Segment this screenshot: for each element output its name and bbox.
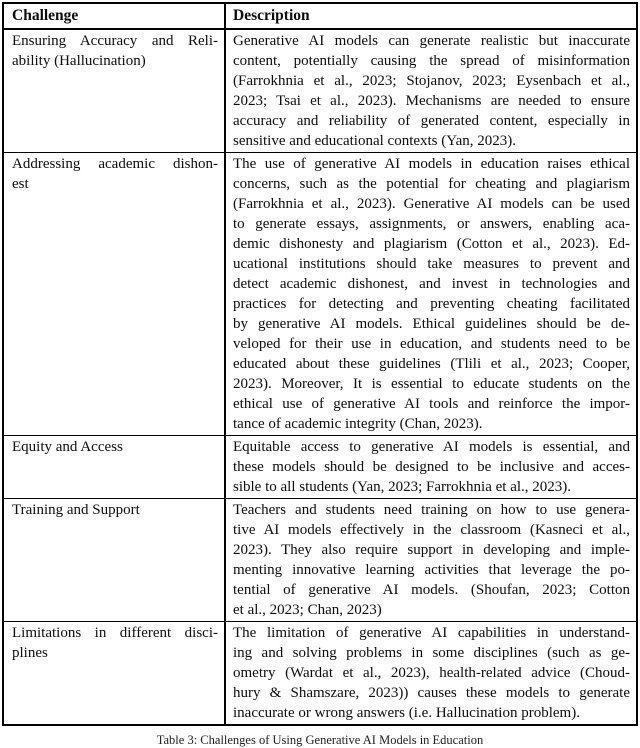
description-text-line: concerns, such as the potential for cheating and plagiarism <box>233 176 630 192</box>
description-text-line: (Farrokhnia et al., 2023). Generative AI models can be used <box>233 196 630 212</box>
description-text-line: tive AI models effectively in the classroom (Kasneci et al., <box>233 522 630 538</box>
description-cell <box>224 436 636 498</box>
challenge-text-line: Addressing academic dishon- <box>12 156 218 172</box>
table-row <box>4 153 636 436</box>
table-header-row <box>4 4 636 30</box>
challenge-cell <box>4 30 224 152</box>
description-text-line: inaccurate or wrong answers (i.e. Hallucination problem). <box>233 705 580 721</box>
table-row <box>4 30 636 153</box>
description-text-line: (Farrokhnia et al., 2023; Stojanov, 2023; Eysenbach et al., <box>233 73 630 89</box>
challenge-text-line: Training and Support <box>12 502 140 518</box>
description-column-header: Description <box>224 4 636 28</box>
description-cell <box>224 153 636 435</box>
description-text-line: veloped for their use in education, and students need to be <box>233 336 630 352</box>
description-text-line: Generative AI models can generate realistic but inaccurate <box>233 33 630 49</box>
description-text-line: The use of generative AI models in education raises ethical <box>233 156 630 172</box>
description-text-line: menting innovative learning activities that leverage the po- <box>233 562 630 578</box>
description-text-line: demic dishonesty and plagiarism (Cotton et al., 2023). Ed- <box>233 236 630 252</box>
description-text-line: ing and solving problems in some disciplines (such as ge- <box>233 645 630 661</box>
description-text-line: ethical use of generative AI tools and reinforce the impor- <box>233 396 630 412</box>
description-text-line: The limitation of generative AI capabilities in understand- <box>233 625 630 641</box>
description-cell <box>224 622 636 724</box>
description-text-line: sible to all students (Yan, 2023; Farrokhnia et al., 2023). <box>233 479 572 495</box>
description-text-line: detect academic dishonest, and invest in technologies and <box>233 276 630 292</box>
challenges-table <box>2 2 638 726</box>
description-cell <box>224 499 636 621</box>
challenge-cell <box>4 499 224 621</box>
description-text-line: content, potentially causing the spread of misinformation <box>233 53 630 69</box>
description-text-line: by generative AI models. Ethical guidelines should be de- <box>233 316 630 332</box>
description-text-line: to generate essays, assignments, or answers, enabling aca- <box>233 216 630 232</box>
description-text-line: sensitive and educational contexts (Yan, 2023). <box>233 133 517 149</box>
table-body <box>4 30 636 724</box>
challenge-text-line: est <box>12 176 29 192</box>
description-text-line: educated about these guidelines (Tlili et al., 2023; Cooper, <box>233 356 630 372</box>
challenge-text-line: Limitations in different disci- <box>12 625 218 641</box>
challenge-cell <box>4 153 224 435</box>
table-row <box>4 436 636 499</box>
challenge-cell <box>4 436 224 498</box>
description-text-line: these models should be designed to be inclusive and acces- <box>233 459 630 475</box>
description-text-line: 2023; Tsai et al., 2023). Mechanisms are needed to ensure <box>233 93 630 109</box>
description-text-line: ometry (Wardat et al., 2023), health-related advice (Choud- <box>233 665 630 681</box>
challenge-text-line: plines <box>12 645 48 661</box>
description-text-line: hury & Shamszare, 2023)) causes these models to generate <box>233 685 630 701</box>
description-text-line: 2023). Moreover, It is essential to educate students on the <box>233 376 630 392</box>
challenge-text-line: Equity and Access <box>12 439 123 455</box>
challenge-text-line: ability (Hallucination) <box>12 53 146 69</box>
challenge-cell <box>4 622 224 724</box>
challenge-column-header: Challenge <box>12 7 79 24</box>
table-row <box>4 499 636 622</box>
challenge-text-line: Ensuring Accuracy and Reli- <box>12 33 218 49</box>
description-cell <box>224 30 636 152</box>
description-text-line: tance of academic integrity (Chan, 2023). <box>233 416 483 432</box>
description-text-line: ucational institutions should take measures to prevent and <box>233 256 630 272</box>
description-text-line: 2023). They also require support in developing and imple- <box>233 542 630 558</box>
description-text-line: tential of generative AI models. (Shoufan, 2023; Cotton <box>233 582 630 598</box>
description-text-line: accuracy and reliability of generated content, especially in <box>233 113 630 129</box>
description-text-line: Equitable access to generative AI models is essential, and <box>233 439 630 455</box>
table-row <box>4 622 636 724</box>
table-caption: Table 3: Challenges of Using Generative AI Models in Education <box>156 733 484 747</box>
description-text-line: et al., 2023; Chan, 2023) <box>233 602 382 618</box>
description-text-line: practices for detecting and preventing cheating facilitated <box>233 296 630 312</box>
description-text-line: Teachers and students need training on how to use genera- <box>233 502 630 518</box>
